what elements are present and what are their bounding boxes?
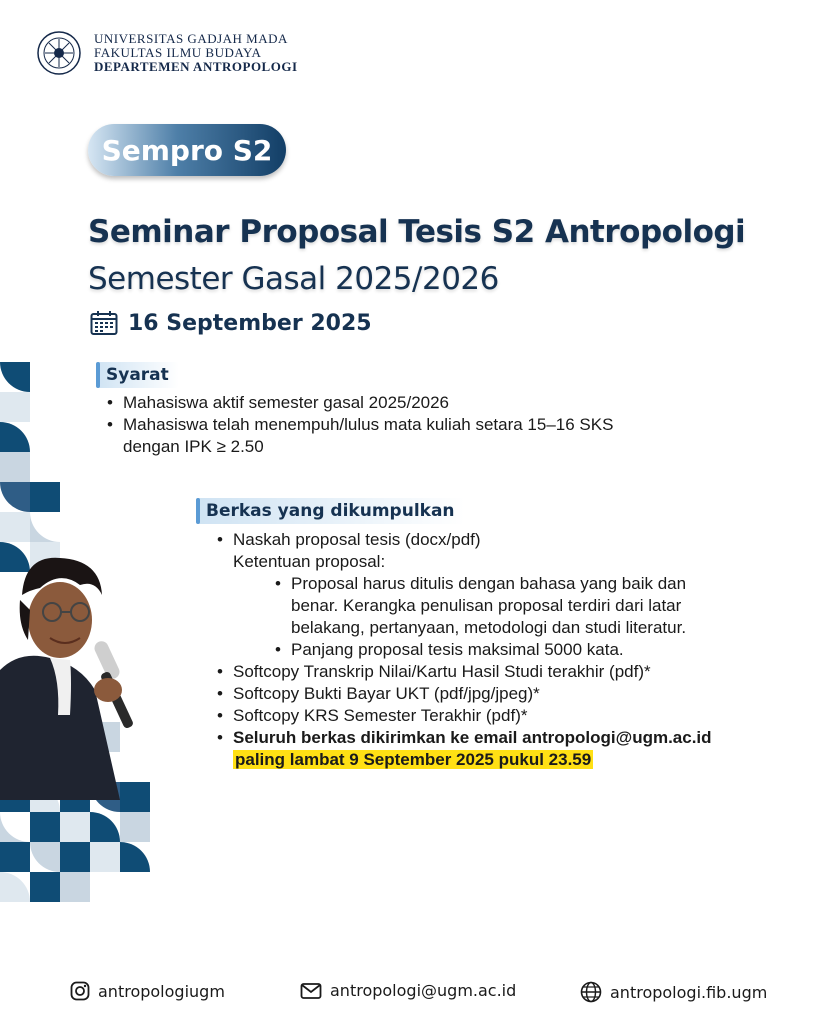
event-date-label: 16 September 2025 — [128, 310, 372, 336]
calendar-icon — [90, 310, 118, 336]
list-item: • Panjang proposal tesis maksimal 5000 kata. — [273, 639, 712, 661]
ugm-seal-icon — [36, 30, 82, 76]
globe-icon — [580, 981, 602, 1003]
program-badge — [88, 124, 286, 176]
list-item: • Mahasiswa telah menempuh/lulus mata kuliah setara 15–16 SKS dengan IPK ≥ 2.50 — [105, 414, 613, 458]
footer-instagram[interactable] — [70, 981, 225, 1001]
footer-email[interactable] — [300, 981, 516, 1000]
syarat-list — [105, 392, 613, 458]
speaker-photo — [0, 540, 160, 800]
deadline-highlight: paling lambat 9 September 2025 pukul 23.59 — [235, 750, 592, 769]
department-name: DEPARTEMEN ANTROPOLOGI — [94, 59, 298, 74]
website-url: antropologi.fib.ugm — [610, 982, 768, 1002]
footer-website[interactable] — [580, 981, 767, 1003]
list-item: • Naskah proposal tesis (docx/pdf) Ketentuan proposal: • Proposal harus ditulis dengan bahasa yang baik dan benar. Kerangka penulisan proposal terdiri dari latar belakang, pertanyaan, metodologi dan studi literatur. • Panjang proposal tesis maksimal 5000 kata. — [215, 529, 712, 661]
institution-name — [94, 32, 298, 74]
list-item: • Softcopy KRS Semester Terakhir (pdf)* — [215, 705, 712, 727]
instagram-handle: antropologiugm — [98, 981, 225, 1001]
list-item: • Proposal harus ditulis dengan bahasa yang baik dan benar. Kerangka penulisan proposal terdiri dari latar belakang, pertanyaan, metodologi dan studi literatur. — [273, 573, 712, 639]
university-name: UNIVERSITAS GADJAH MADA — [94, 31, 288, 46]
event-title: Seminar Proposal Tesis S2 Antropologi — [88, 214, 746, 250]
semester-subtitle: Semester Gasal 2025/2026 — [88, 261, 499, 297]
list-item: • Mahasiswa aktif semester gasal 2025/2026 — [105, 392, 613, 414]
list-item: • Softcopy Bukti Bayar UKT (pdf/jpg/jpeg)* — [215, 683, 712, 705]
email-address: antropologi@ugm.ac.id — [330, 981, 517, 1000]
program-badge-label: Sempro S2 — [101, 133, 273, 167]
berkas-heading — [196, 498, 465, 524]
mail-icon — [300, 982, 322, 1000]
institution-header — [36, 30, 298, 76]
berkas-list — [215, 529, 712, 771]
event-date — [90, 310, 372, 336]
syarat-heading-label: Syarat — [106, 365, 169, 385]
faculty-name: FAKULTAS ILMU BUDAYA — [94, 45, 262, 60]
proposal-requirements-list — [273, 573, 712, 661]
berkas-heading-label: Berkas yang dikumpulkan — [206, 501, 455, 521]
instagram-icon — [70, 981, 90, 1001]
list-item: • Softcopy Transkrip Nilai/Kartu Hasil Studi terakhir (pdf)* — [215, 661, 712, 683]
list-item: • Seluruh berkas dikirimkan ke email antropologi@ugm.ac.id paling lambat 9 September 2025 pukul 23.59 — [215, 727, 712, 771]
